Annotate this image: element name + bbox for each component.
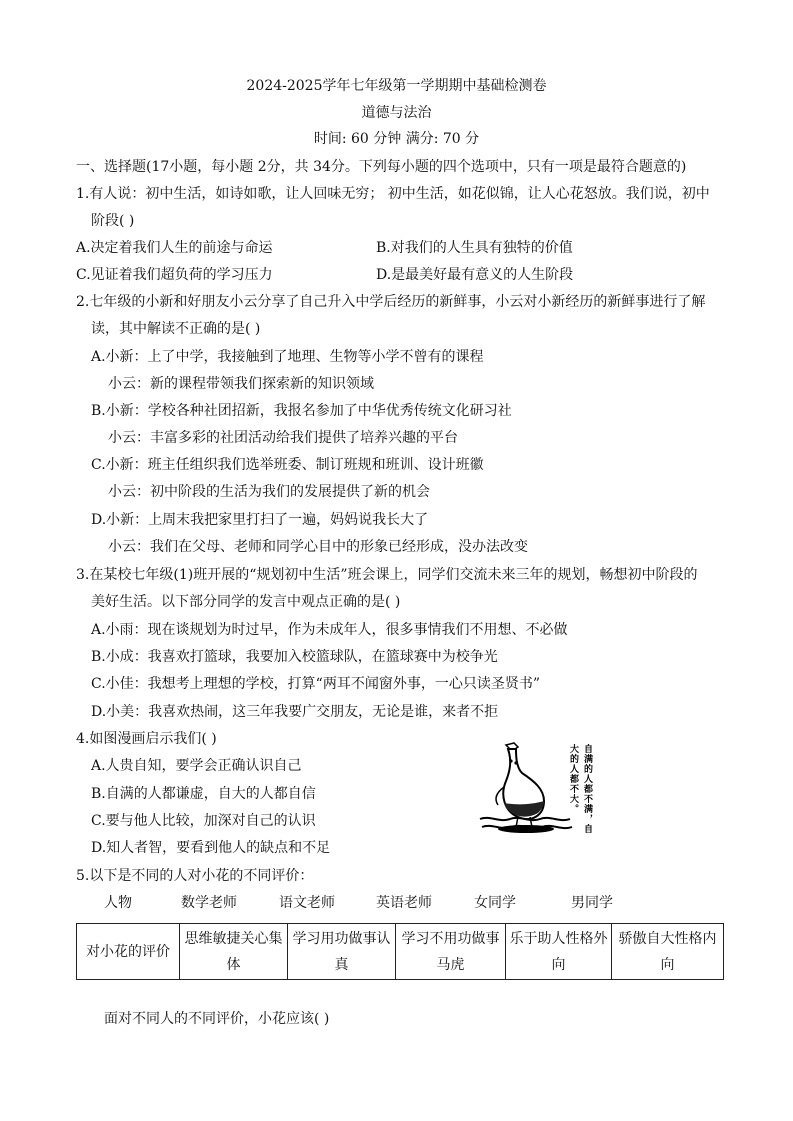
q1-options-row1 — [76, 238, 726, 258]
q4-stem: 4.如图漫画启示我们( ) — [76, 731, 217, 747]
comic-caption: 自满的人都不满，自大的人都不大。 — [568, 744, 592, 834]
q3-option-a: A.小雨：现在谈规划为时过早，作为未成年人，很多事情我们不用想、不必做 — [91, 622, 568, 638]
q2-option-b-line2: 小云：丰富多彩的社团活动给我们提供了培养兴趣的平台 — [108, 430, 458, 446]
q3-option-b: B.小成：我喜欢打篮球，我要加入校篮球队，在篮球赛中为校争光 — [91, 649, 498, 665]
q4-option-d: D.知人者智，要看到他人的缺点和不足 — [91, 840, 331, 856]
q1-option-a: A.决定着我们人生的前途与命运 — [76, 240, 273, 256]
table-cell-math: 思维敏捷关心集体 — [180, 924, 288, 980]
q1-option-d: D.是最美好最有意义的人生阶段 — [376, 267, 574, 283]
section-heading: 一、选择题(17小题，每小题 2分，共 34分。下列每小题的四个选项中，只有一项是最符合题意的) — [76, 159, 687, 175]
q5-person-english-teacher: 英语老师 — [376, 895, 432, 911]
q2-option-d-line2: 小云：我们在父母、老师和同学心目中的形象已经形成，没办法改变 — [108, 539, 528, 555]
bottle-eye-left — [509, 759, 512, 762]
q3-stem-line1: 3.在某校七年级(1)班开展的“规划初中生活”班会课上，同学们交流未来三年的规划，畅想初中阶段的 — [76, 567, 698, 583]
table-row — [77, 924, 724, 980]
q2-option-a-line1: A.小新：上了中学，我接触到了地理、生物等小学不曾有的课程 — [91, 349, 484, 365]
table-cell-chinese: 学习用功做事认真 — [288, 924, 396, 980]
q5-stem: 5.以下是不同的人对小花的不同评价： — [76, 868, 314, 884]
q1-option-b: B.对我们的人生具有独特的价值 — [376, 240, 573, 256]
bottle-eye-right — [514, 761, 517, 764]
q5-person-math-teacher: 数学老师 — [181, 895, 237, 911]
table-cell-male: 骄傲自大性格内向 — [612, 924, 724, 980]
q5-person-female-classmate: 女同学 — [474, 895, 516, 911]
q2-option-a-line2: 小云：新的课程带领我们探索新的知识领域 — [108, 376, 374, 392]
q4-option-c: C.要与他人比较，加深对自己的认识 — [91, 813, 316, 829]
table-cell-female: 乐于助人性格外向 — [506, 924, 612, 980]
q5-people-row — [0, 893, 793, 913]
table-row-header: 对小花的评价 — [77, 924, 180, 980]
q3-option-c: C.小佳：我想考上理想的学校，打算“两耳不闻窗外事，一心只读圣贤书” — [91, 676, 540, 692]
q5-person-label: 人物 — [104, 895, 132, 911]
q1-options-row2 — [76, 265, 726, 285]
q3-option-d: D.小美：我喜欢热闹，这三年我要广交朋友，无论是谁，来者不拒 — [91, 704, 499, 720]
q2-stem-line2: 读，其中解读不正确的是( ) — [91, 321, 261, 337]
q5-person-chinese-teacher: 语文老师 — [279, 895, 335, 911]
q5-question: 面对不同人的不同评价，小花应该( ) — [104, 1011, 330, 1027]
q2-stem-line1: 2.七年级的小新和好朋友小云分享了自己升入中学后经历的新鲜事，小云对小新经历的新鲜事进行了解 — [76, 294, 706, 310]
table-cell-english: 学习不用功做事马虎 — [396, 924, 506, 980]
exam-subject: 道德与法治 — [361, 105, 432, 121]
q4-option-a: A.人贵自知，要学会正确认识自己 — [91, 758, 302, 774]
q2-option-c-line2: 小云：初中阶段的生活为我们的发展提供了新的机会 — [108, 484, 430, 500]
exam-meta: 时间: 60 分钟 满分: 70 分 — [313, 131, 480, 147]
q1-stem-line2: 阶段( ) — [91, 213, 135, 229]
q2-option-b-line1: B.小新：学校各种社团招新，我报名参加了中华优秀传统文化研习社 — [91, 403, 512, 419]
q1-stem-line1: 1.有人说：初中生活，如诗如歌，让人回味无穷； 初中生活，如花似锦，让人心花怒放。我们说，初中 — [76, 186, 710, 202]
q5-evaluation-table — [76, 923, 724, 980]
q3-stem-line2: 美好生活。以下部分同学的发言中观点正确的是( ) — [91, 594, 401, 610]
q1-option-c: C.见证着我们超负荷的学习压力 — [76, 267, 273, 283]
q2-option-c-line1: C.小新：班主任组织我们选举班委、制订班规和班训、设计班徽 — [91, 457, 484, 473]
q5-person-male-classmate: 男同学 — [571, 895, 613, 911]
q4-option-b: B.自满的人都谦虚，自大的人都自信 — [91, 786, 316, 802]
q2-option-d-line1: D.小新：上周末我把家里打扫了一遍，妈妈说我长大了 — [91, 512, 429, 528]
exam-title: 2024-2025学年七年级第一学期期中基础检测卷 — [246, 78, 547, 94]
